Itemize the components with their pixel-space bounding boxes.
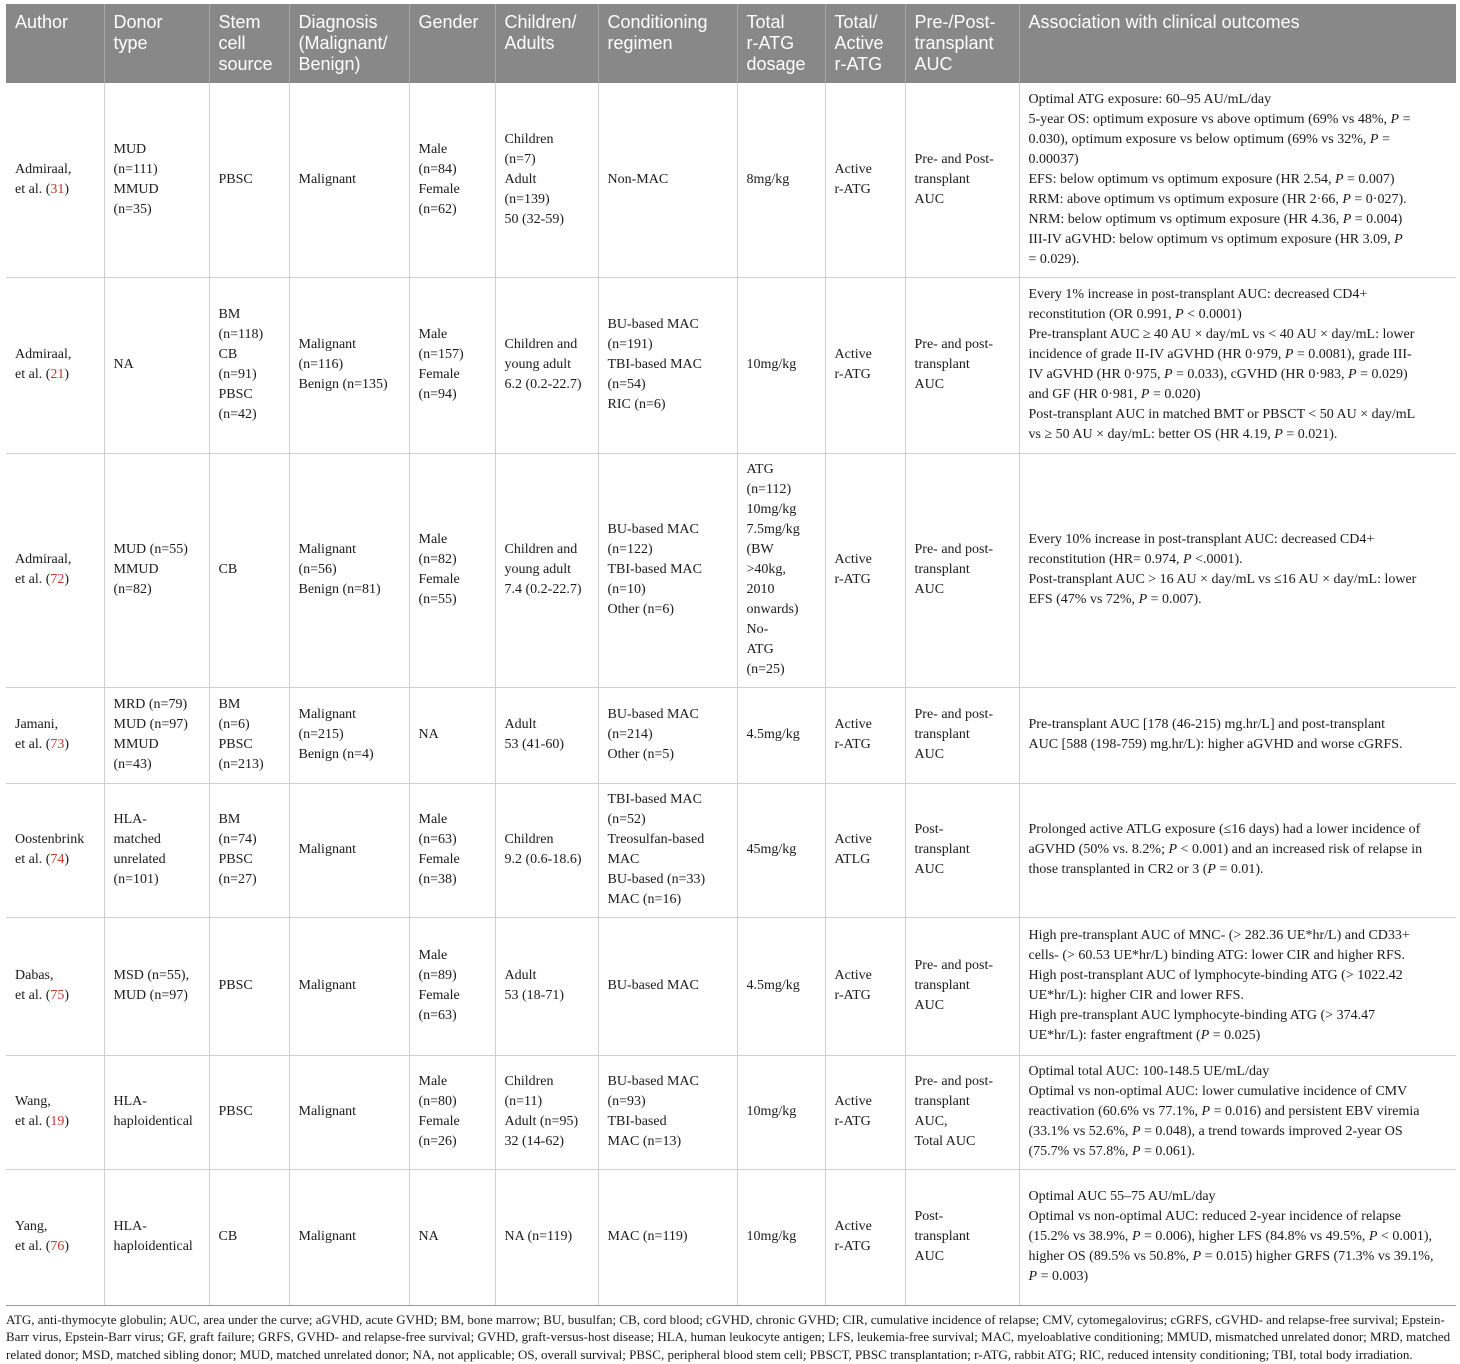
dosage-cell: ATG (n=112) 10mg/kg 7.5mg/kg (BW >40kg, 2010 onwards) No- ATG (n=25) <box>737 453 825 687</box>
donor-type-cell: NA <box>104 277 209 453</box>
reference-link[interactable]: 19 <box>50 1114 65 1129</box>
table-row <box>6 277 1456 453</box>
table-row <box>6 783 1456 917</box>
column-header-total-active-ratg: Total/ Active r-ATG <box>825 4 905 83</box>
gender-cell: NA <box>409 1169 495 1305</box>
gender-cell: Male (n=80) Female (n=26) <box>409 1055 495 1169</box>
outcome-line: those transplanted in CR2 or 3 (P = 0.01). <box>1028 862 1264 877</box>
clinical-outcomes-cell <box>1019 687 1456 783</box>
author-paren: ) <box>64 1239 70 1254</box>
donor-type-cell: HLA- haploidentical <box>104 1055 209 1169</box>
donor-type-cell: MUD (n=111) MMUD (n=35) <box>104 83 209 277</box>
outcome-line: UE*hr/L): higher CIR and lower RFS. <box>1028 988 1244 1003</box>
auc-type-cell: Pre- and post- transplant AUC <box>905 687 1019 783</box>
outcome-line: 0.00037) <box>1028 151 1079 167</box>
author-cell <box>6 83 104 277</box>
outcome-line: (15.2% vs 38.9%, P = 0.006), higher LFS (84.8% vs 49.5%, P < 0.001), <box>1028 1229 1433 1244</box>
atg-type-cell: Active r-ATG <box>825 277 905 453</box>
clinical-outcomes-cell <box>1019 1169 1456 1305</box>
stem-cell-source-cell: BM (n=6) PBSC (n=213) <box>209 687 289 783</box>
column-header-author: Author <box>6 4 104 83</box>
column-header-gender: Gender <box>409 4 495 83</box>
outcome-line: and GF (HR 0·981, P = 0.020) <box>1028 387 1201 402</box>
table-body <box>6 83 1456 1305</box>
outcome-line: (75.7% vs 57.8%, P = 0.061). <box>1028 1144 1196 1159</box>
outcome-line: P = 0.003) <box>1028 1269 1089 1284</box>
diagnosis-cell: Malignant <box>289 83 409 277</box>
outcome-line: Pre-transplant AUC ≥ 40 AU × day/mL vs < 40 AU × day/mL: lower <box>1028 327 1415 342</box>
stem-cell-source-cell: CB <box>209 453 289 687</box>
outcome-line: High pre-transplant AUC lymphocyte-binding ATG (> 374.47 <box>1028 1008 1376 1023</box>
gender-cell: Male (n=63) Female (n=38) <box>409 783 495 917</box>
conditioning-cell: MAC (n=119) <box>598 1169 737 1305</box>
author-paren: ) <box>64 181 70 197</box>
outcome-line: Optimal total AUC: 100-148.5 UE/mL/day <box>1028 1064 1270 1079</box>
age-group-cell: Adult 53 (18-71) <box>495 917 598 1055</box>
author-cell <box>6 687 104 783</box>
reference-link[interactable]: 21 <box>50 367 65 382</box>
auc-type-cell: Pre- and post- transplant AUC <box>905 917 1019 1055</box>
outcome-line: AUC [588 (198-759) mg.hr/L): higher aGVHD and worse cGRFS. <box>1028 737 1403 752</box>
table-row <box>6 1169 1456 1305</box>
author-name: Admiraal, et al. ( <box>15 161 72 197</box>
donor-type-cell: HLA- haploidentical <box>104 1169 209 1305</box>
outcome-line: High post-transplant AUC of lymphocyte-binding ATG (> 1022.42 <box>1028 968 1403 983</box>
gender-cell: Male (n=89) Female (n=63) <box>409 917 495 1055</box>
auc-type-cell: Post- transplant AUC <box>905 1169 1019 1305</box>
author-paren: ) <box>64 988 70 1003</box>
conditioning-cell: BU-based MAC (n=191) TBI-based MAC (n=54) RIC (n=6) <box>598 277 737 453</box>
column-header-diagnosis: Diagnosis (Malignant/ Benign) <box>289 4 409 83</box>
conditioning-cell: TBI-based MAC (n=52) Treosulfan-based MAC BU-based (n=33) MAC (n=16) <box>598 783 737 917</box>
diagnosis-cell: Malignant <box>289 1169 409 1305</box>
dosage-cell: 10mg/kg <box>737 277 825 453</box>
column-header-pre-post-auc: Pre-/Post- transplant AUC <box>905 4 1019 83</box>
dosage-cell: 4.5mg/kg <box>737 917 825 1055</box>
atg-type-cell: Active r-ATG <box>825 453 905 687</box>
gender-cell: Male (n=82) Female (n=55) <box>409 453 495 687</box>
age-group-cell: Children and young adult 7.4 (0.2-22.7) <box>495 453 598 687</box>
column-header-children-adults: Children/ Adults <box>495 4 598 83</box>
auc-type-cell: Pre- and post- transplant AUC <box>905 453 1019 687</box>
age-group-cell: Adult 53 (41-60) <box>495 687 598 783</box>
age-group-cell: Children (n=7) Adult (n=139) 50 (32-59) <box>495 83 598 277</box>
author-cell <box>6 1169 104 1305</box>
atg-type-cell: Active r-ATG <box>825 1169 905 1305</box>
gender-cell: Male (n=84) Female (n=62) <box>409 83 495 277</box>
donor-type-cell: MRD (n=79) MUD (n=97) MMUD (n=43) <box>104 687 209 783</box>
clinical-outcomes-cell <box>1019 1055 1456 1169</box>
outcome-line: High pre-transplant AUC of MNC- (> 282.36 UE*hr/L) and CD33+ <box>1028 928 1410 943</box>
stem-cell-source-cell: PBSC <box>209 1055 289 1169</box>
table-row <box>6 687 1456 783</box>
auc-type-cell: Post- transplant AUC <box>905 783 1019 917</box>
dosage-cell: 8mg/kg <box>737 83 825 277</box>
outcome-line: Post-transplant AUC > 16 AU × day/mL vs ≤16 AU × day/mL: lower <box>1028 572 1417 587</box>
outcome-line: III-IV aGVHD: below optimum vs optimum exposure (HR 3.09, P <box>1028 231 1403 247</box>
table-header <box>6 4 1456 83</box>
stem-cell-source-cell: BM (n=118) CB (n=91) PBSC (n=42) <box>209 277 289 453</box>
outcome-line: UE*hr/L): faster engraftment (P = 0.025) <box>1028 1028 1261 1043</box>
donor-type-cell: MSD (n=55), MUD (n=97) <box>104 917 209 1055</box>
gender-cell: Male (n=157) Female (n=94) <box>409 277 495 453</box>
author-cell <box>6 1055 104 1169</box>
outcome-line: Prolonged active ATLG exposure (≤16 days) had a lower incidence of <box>1028 822 1421 837</box>
outcome-line: EFS: below optimum vs optimum exposure (HR 2.54, P = 0.007) <box>1028 171 1395 187</box>
atg-type-cell: Active ATLG <box>825 783 905 917</box>
diagnosis-cell: Malignant <box>289 917 409 1055</box>
outcome-line: Pre-transplant AUC [178 (46-215) mg.hr/L] and post-transplant <box>1028 717 1386 732</box>
table-footnote: ATG, anti-thymocyte globulin; AUC, area under the curve; aGVHD, acute GVHD; BM, bone marrow; BU, busulfan; CB, cord blood; cGVHD, chronic GVHD; CIR, cumulative incidence of relapse; CMV, cytomegalovirus; cGRFS, cGVHD- and relapse-free survival; Epstein-Barr virus, Epstein-Barr virus; GF, graft failure; GRFS, GVHD- and relapse-free survival; GVHD, graft-versus-host disease; HLA, human leukocyte antigen; LFS, leukemia-free survival; MAC, myeloablative conditioning; MMUD, mismatched unrelated donor; MRD, matched related donor; MSD, matched sibling donor; MUD, matched unrelated donor; NA, not applicable; OS, overall survival; PBSC, peripheral blood stem cell; PBSCT, PBSC transplantation; r-ATG, rabbit ATG; RIC, reduced intensity conditioning; TBI, total body irradiation. <box>6 1305 1456 1364</box>
outcome-line: vs ≥ 50 AU × day/mL: better OS (HR 4.19, P = 0.021). <box>1028 427 1338 442</box>
clinical-outcomes-cell <box>1019 917 1456 1055</box>
outcome-line: incidence of grade II-IV aGVHD (HR 0·979, P = 0.0081), grade III- <box>1028 347 1412 362</box>
dosage-cell: 45mg/kg <box>737 783 825 917</box>
outcome-line: = 0.029). <box>1028 251 1080 267</box>
author-cell <box>6 783 104 917</box>
author-paren: ) <box>64 852 70 867</box>
stem-cell-source-cell: PBSC <box>209 917 289 1055</box>
diagnosis-cell: Malignant <box>289 1055 409 1169</box>
author-name: Admiraal, et al. ( <box>15 552 72 587</box>
conditioning-cell: BU-based MAC (n=93) TBI-based MAC (n=13) <box>598 1055 737 1169</box>
diagnosis-cell: Malignant (n=215) Benign (n=4) <box>289 687 409 783</box>
column-header-conditioning-regimen: Conditioning regimen <box>598 4 737 83</box>
outcome-line: Optimal vs non-optimal AUC: lower cumulative incidence of CMV <box>1028 1084 1408 1099</box>
outcome-line: EFS (47% vs 72%, P = 0.007). <box>1028 592 1202 607</box>
outcome-line: higher OS (89.5% vs 50.8%, P = 0.015) higher GRFS (71.3% vs 39.1%, <box>1028 1249 1434 1264</box>
diagnosis-cell: Malignant (n=56) Benign (n=81) <box>289 453 409 687</box>
outcome-line: reactivation (60.6% vs 77.1%, P = 0.016) and persistent EBV viremia <box>1028 1104 1420 1119</box>
dosage-cell: 10mg/kg <box>737 1055 825 1169</box>
auc-type-cell: Pre- and Post- transplant AUC <box>905 83 1019 277</box>
diagnosis-cell: Malignant (n=116) Benign (n=135) <box>289 277 409 453</box>
reference-link[interactable]: 74 <box>50 852 65 867</box>
atg-type-cell: Active r-ATG <box>825 917 905 1055</box>
author-name: Yang, et al. ( <box>15 1219 51 1254</box>
auc-type-cell: Pre- and post- transplant AUC, Total AUC <box>905 1055 1019 1169</box>
diagnosis-cell: Malignant <box>289 783 409 917</box>
column-header-stem-cell-source: Stem cell source <box>209 4 289 83</box>
age-group-cell: Children (n=11) Adult (n=95) 32 (14-62) <box>495 1055 598 1169</box>
outcome-line: RRM: above optimum vs optimum exposure (HR 2·66, P = 0·027). <box>1028 191 1407 207</box>
outcome-line: aGVHD (50% vs. 8.2%; P < 0.001) and an increased risk of relapse in <box>1028 842 1423 857</box>
stem-cell-source-cell: CB <box>209 1169 289 1305</box>
header-row <box>6 4 1456 83</box>
outcome-line: 0.030), optimum exposure vs below optimum (69% vs 32%, P = <box>1028 131 1390 147</box>
outcome-line: Optimal vs non-optimal AUC: reduced 2-year incidence of relapse <box>1028 1209 1401 1224</box>
reference-link[interactable]: 73 <box>50 737 65 752</box>
table-container <box>6 4 1456 1363</box>
atg-type-cell: Active r-ATG <box>825 83 905 277</box>
dosage-cell: 4.5mg/kg <box>737 687 825 783</box>
age-group-cell: Children 9.2 (0.6-18.6) <box>495 783 598 917</box>
stem-cell-source-cell: PBSC <box>209 83 289 277</box>
author-paren: ) <box>64 572 70 587</box>
age-group-cell: Children and young adult 6.2 (0.2-22.7) <box>495 277 598 453</box>
outcome-line: IV aGVHD (HR 0·975, P = 0.033), cGVHD (HR 0·983, P = 0.029) <box>1028 367 1408 382</box>
reference-link[interactable]: 31 <box>50 181 65 197</box>
clinical-outcomes-cell <box>1019 453 1456 687</box>
donor-type-cell: MUD (n=55) MMUD (n=82) <box>104 453 209 687</box>
outcome-line: 5-year OS: optimum exposure vs above optimum (69% vs 48%, P = <box>1028 111 1411 127</box>
author-name: Wang, et al. ( <box>15 1094 51 1129</box>
author-name: Jamani, et al. ( <box>15 717 59 752</box>
column-header-donor-type: Donor type <box>104 4 209 83</box>
atg-type-cell: Active r-ATG <box>825 687 905 783</box>
author-paren: ) <box>64 737 70 752</box>
author-cell <box>6 453 104 687</box>
conditioning-cell: BU-based MAC (n=122) TBI-based MAC (n=10) Other (n=6) <box>598 453 737 687</box>
atg-auc-table <box>6 4 1456 1306</box>
author-name: Dabas, et al. ( <box>15 968 54 1003</box>
outcome-line: Post-transplant AUC in matched BMT or PBSCT < 50 AU × day/mL <box>1028 407 1416 422</box>
stem-cell-source-cell: BM (n=74) PBSC (n=27) <box>209 783 289 917</box>
reference-link[interactable]: 76 <box>50 1239 65 1254</box>
outcome-line: (33.1% vs 52.6%, P = 0.048), a trend towards improved 2-year OS <box>1028 1124 1403 1139</box>
column-header-total-ratg-dosage: Total r-ATG dosage <box>737 4 825 83</box>
table-row <box>6 83 1456 277</box>
outcome-line: Every 1% increase in post-transplant AUC: decreased CD4+ <box>1028 287 1368 302</box>
outcome-line: reconstitution (OR 0.991, P < 0.0001) <box>1028 307 1242 322</box>
author-paren: ) <box>64 367 70 382</box>
author-cell <box>6 917 104 1055</box>
column-header-clinical-outcomes: Association with clinical outcomes <box>1019 4 1456 83</box>
author-name: Oostenbrink et al. ( <box>15 832 85 867</box>
author-paren: ) <box>64 1114 70 1129</box>
table-row <box>6 453 1456 687</box>
outcome-line: Optimal AUC 55–75 AU/mL/day <box>1028 1189 1216 1204</box>
outcome-line: NRM: below optimum vs optimum exposure (HR 4.36, P = 0.004) <box>1028 211 1403 227</box>
table-row <box>6 1055 1456 1169</box>
conditioning-cell: BU-based MAC <box>598 917 737 1055</box>
auc-type-cell: Pre- and post- transplant AUC <box>905 277 1019 453</box>
gender-cell: NA <box>409 687 495 783</box>
clinical-outcomes-cell <box>1019 783 1456 917</box>
reference-link[interactable]: 75 <box>50 988 65 1003</box>
clinical-outcomes-cell <box>1019 83 1456 277</box>
age-group-cell: NA (n=119) <box>495 1169 598 1305</box>
outcome-line: Every 10% increase in post-transplant AUC: decreased CD4+ <box>1028 532 1375 547</box>
clinical-outcomes-cell <box>1019 277 1456 453</box>
outcome-line: cells- (> 60.53 UE*hr/L) binding ATG: lower CIR and higher RFS. <box>1028 948 1406 963</box>
author-cell <box>6 277 104 453</box>
conditioning-cell: BU-based MAC (n=214) Other (n=5) <box>598 687 737 783</box>
table-row <box>6 917 1456 1055</box>
author-name: Admiraal, et al. ( <box>15 347 72 382</box>
reference-link[interactable]: 72 <box>50 572 65 587</box>
outcome-line: Optimal ATG exposure: 60–95 AU/mL/day <box>1028 91 1272 107</box>
donor-type-cell: HLA- matched unrelated (n=101) <box>104 783 209 917</box>
outcome-line: reconstitution (HR= 0.974, P <.0001). <box>1028 552 1243 567</box>
conditioning-cell: Non-MAC <box>598 83 737 277</box>
dosage-cell: 10mg/kg <box>737 1169 825 1305</box>
atg-type-cell: Active r-ATG <box>825 1055 905 1169</box>
